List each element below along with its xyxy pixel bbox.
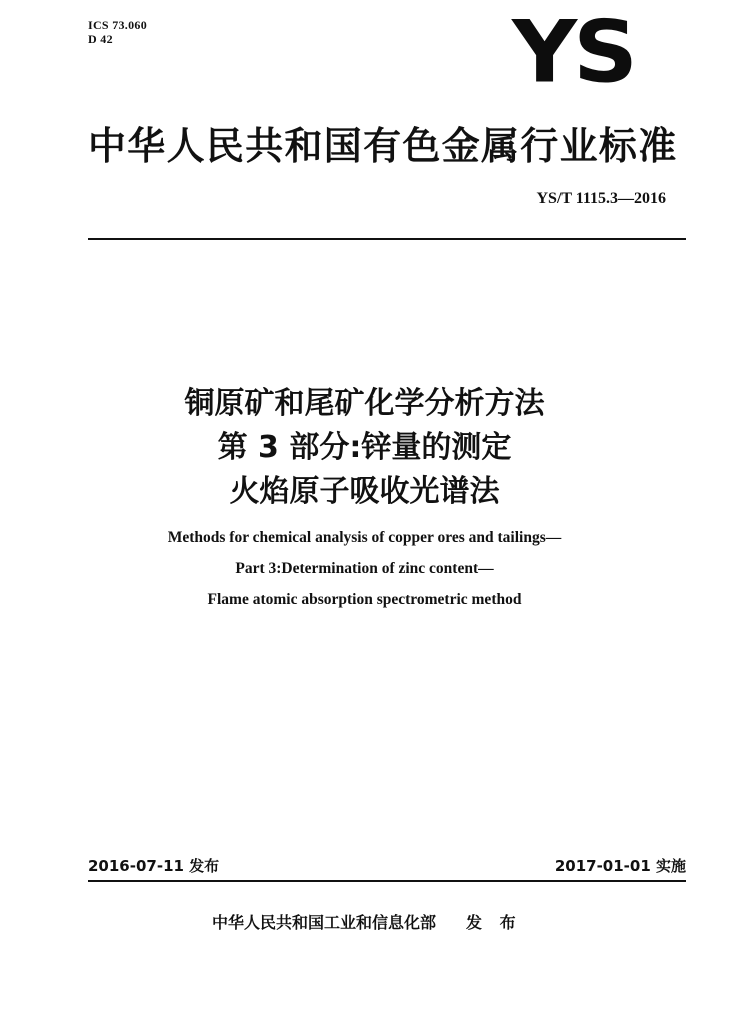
english-title [0,522,729,615]
standard-number: YS/T 1115.3—2016 [536,190,666,207]
chinese-title-line-2: 第 3 部分:锌量的测定 [217,430,512,465]
publish-label: 发 布 [466,913,522,932]
header-divider [88,238,686,240]
chinese-title [0,382,729,514]
issuer-name: 中华人民共和国工业和信息化部 [212,913,437,932]
ics-code: ICS 73.060 [88,18,148,32]
issue-date: 2016-07-11 发布 [88,857,220,875]
classification-codes [88,18,147,46]
english-title-line-1: Methods for chemical analysis of copper ores and tailings— [167,529,562,546]
ccs-code: D 42 [88,32,113,46]
chinese-title-line-1: 铜原矿和尾矿化学分析方法 [184,386,545,421]
footer-divider [88,880,686,882]
english-title-line-3: Flame atomic absorption spectrometric method [207,591,522,608]
standard-title: 中华人民共和国有色金属行业标准 [88,124,678,168]
english-title-line-2: Part 3:Determination of zinc content— [235,560,494,577]
chinese-title-line-3: 火焰原子吸收光谱法 [229,474,500,509]
issuer-line [212,912,522,934]
implementation-date: 2017-01-01 实施 [554,857,686,875]
ys-logo: YS [512,2,634,103]
